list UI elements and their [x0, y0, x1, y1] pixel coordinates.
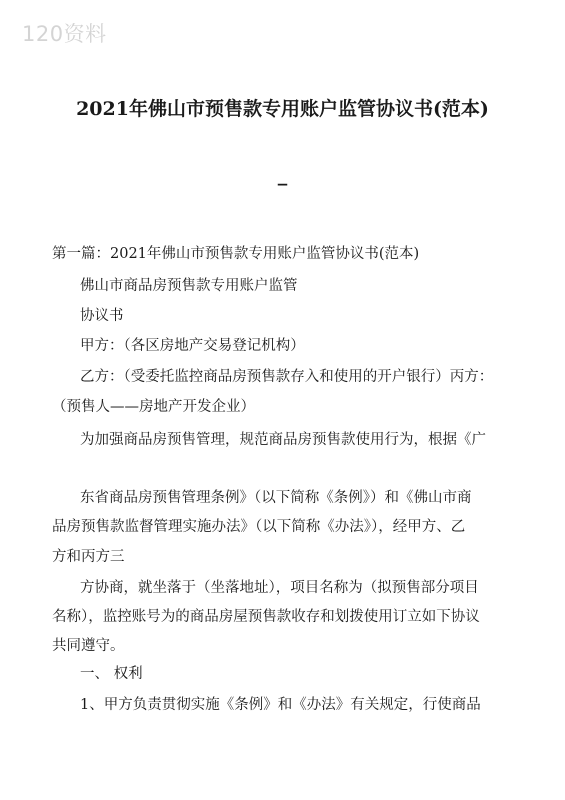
body-line: 共同遵守。	[52, 638, 125, 654]
title-suffix: _	[277, 164, 288, 186]
party-b-line: 乙方：（受委托监控商品房预售款存入和使用的开户银行）丙方：	[80, 369, 494, 385]
body-line: 1、甲方负责贯彻实施《条例》和《办法》有关规定，行使商品	[80, 697, 481, 713]
body-line: 为加强商品房预售管理，规范商品房预售款使用行为，根据《广	[80, 432, 486, 448]
body-line: 佛山市商品房预售款专用账户监管	[80, 278, 298, 294]
party-a-line: 甲方：（各区房地产交易登记机构）	[80, 338, 305, 354]
document-title: 2021年佛山市预售款专用账户监管协议书(范本)	[76, 98, 489, 120]
watermark-logo: 120资料	[22, 22, 107, 46]
subsection-heading: 一、 权利	[80, 666, 143, 682]
body-line: 东省商品房预售管理条例》（以下简称《条例》）和《佛山市商	[80, 490, 472, 506]
body-line: 名称），监控账号为的商品房屋预售款收存和划拨使用订立如下协议	[52, 609, 480, 625]
body-line: 方协商，就坐落于（坐落地址），项目名称为（拟预售部分项目	[80, 580, 479, 596]
section-heading: 第一篇：2021年佛山市预售款专用账户监管协议书(范本)	[52, 246, 420, 262]
body-line: 品房预售款监督管理实施办法》（以下简称《办法》），经甲方、乙	[52, 519, 466, 535]
body-line: 方和丙方三	[52, 549, 125, 565]
party-c-line: （预售人——房地产开发企业）	[52, 399, 255, 415]
body-line: 协议书	[80, 308, 124, 324]
